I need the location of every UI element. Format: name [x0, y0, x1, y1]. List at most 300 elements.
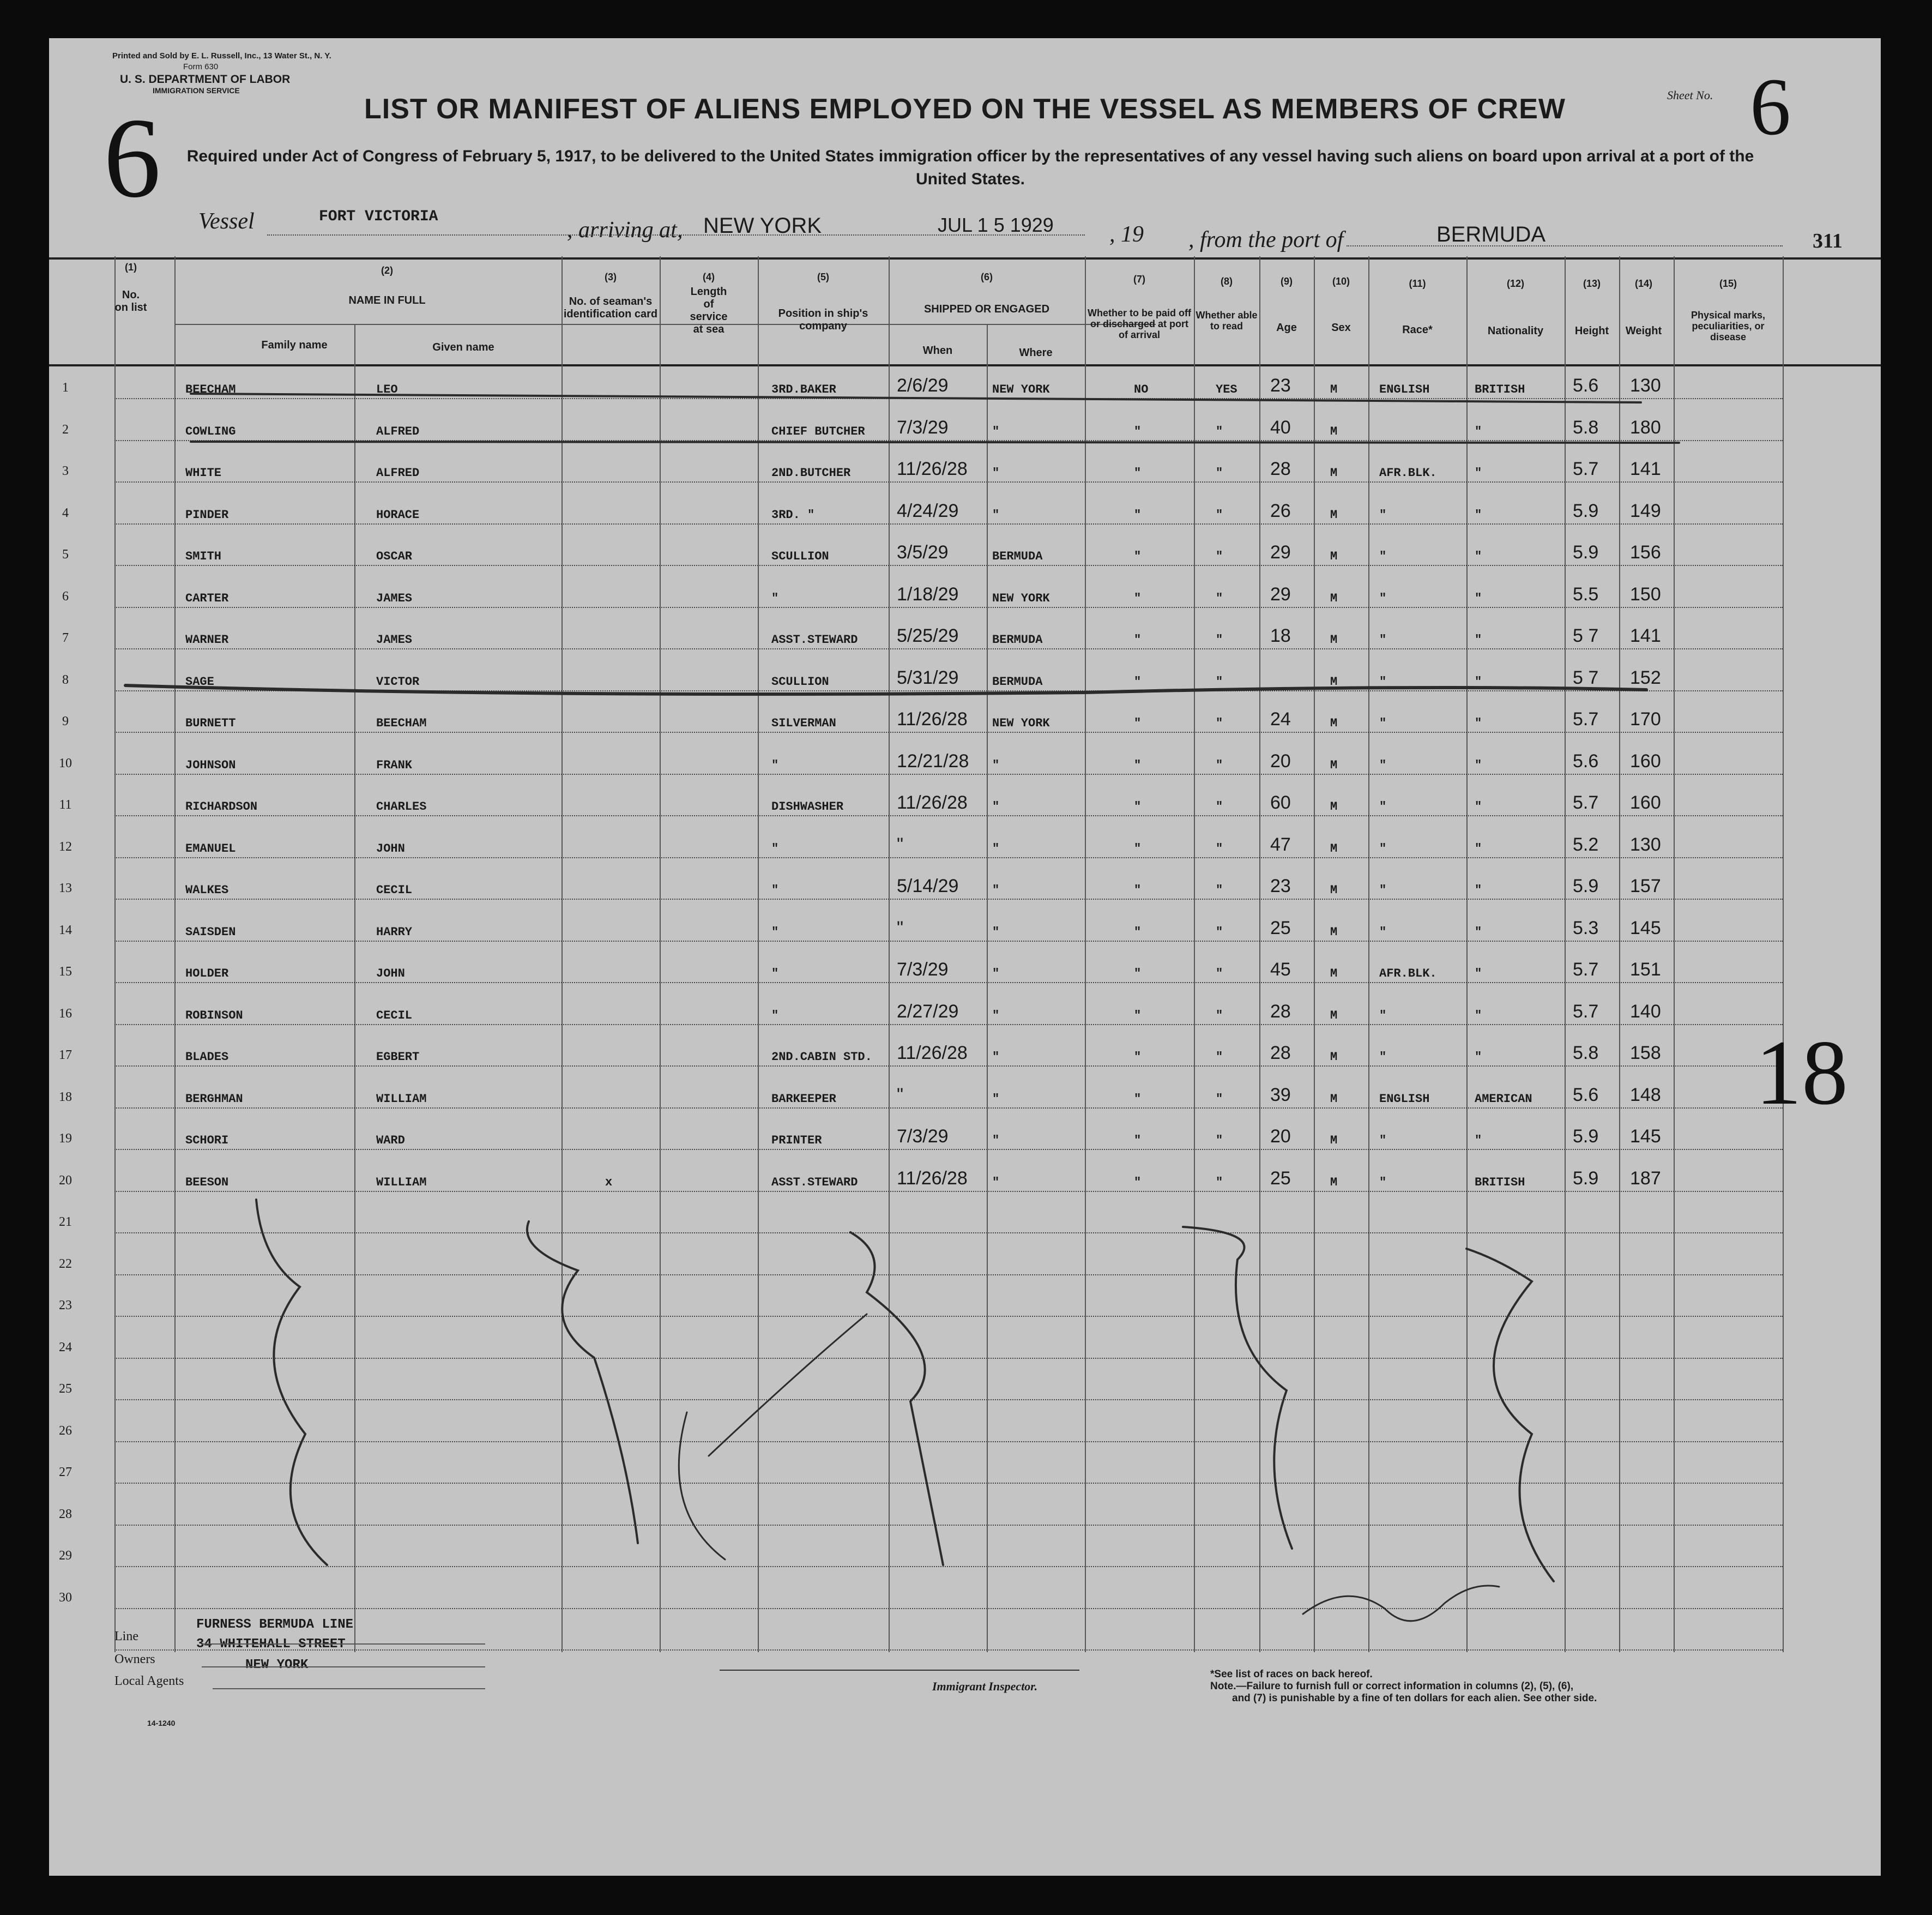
manifest-sheet: [49, 38, 1881, 1876]
cell-family: PINDER: [185, 508, 229, 522]
cell-paid: ": [1134, 633, 1142, 647]
col3-header: No. of seaman's identification card: [563, 296, 658, 320]
cell-nat: ": [1475, 967, 1482, 980]
cell-age: 28: [1270, 1001, 1291, 1022]
cell-race: ENGLISH: [1379, 1092, 1430, 1106]
cell-race: ": [1379, 633, 1387, 647]
cell-nat: ": [1475, 466, 1482, 480]
cell-nat: ": [1475, 592, 1482, 605]
cell-given: ALFRED: [376, 425, 420, 438]
cell-read: YES: [1216, 383, 1237, 396]
cell-read: ": [1216, 592, 1223, 605]
cell-family: SMITH: [185, 550, 222, 563]
cell-weight: 187: [1630, 1168, 1661, 1189]
cell-read: ": [1216, 550, 1223, 563]
col9-number: (9): [1281, 276, 1293, 287]
cell-where: ": [992, 758, 1000, 772]
cell-when: 1/18/29: [897, 584, 959, 605]
cell-family: ROBINSON: [185, 1009, 243, 1022]
cell-read: ": [1216, 425, 1223, 438]
cell-given: JOHN: [376, 842, 405, 856]
cell-age: 20: [1270, 1126, 1291, 1147]
cell-height: 5.6: [1573, 751, 1599, 772]
cell-paid: ": [1134, 1134, 1142, 1147]
cell-nat: ": [1475, 716, 1482, 730]
cell-given: ALFRED: [376, 466, 420, 480]
row-number: 13: [59, 881, 72, 895]
cell-position: SCULLION: [771, 550, 829, 563]
cell-where: ": [992, 967, 1000, 980]
cell-read: ": [1216, 716, 1223, 730]
cell-height: 5.9: [1573, 1126, 1599, 1147]
cell-weight: 156: [1630, 542, 1661, 563]
cell-read: ": [1216, 1134, 1223, 1147]
cell-race: ": [1379, 592, 1387, 605]
cell-when: 4/24/29: [897, 501, 959, 521]
cell-when: 2/6/29: [897, 375, 949, 396]
from-port-label: , from the port of: [1188, 227, 1344, 252]
row-number: 30: [59, 1591, 72, 1605]
row-number: 6: [62, 589, 69, 604]
cell-family: WARNER: [185, 633, 229, 647]
cell-race: ENGLISH: [1379, 383, 1430, 396]
cell-paid: ": [1134, 883, 1142, 897]
footer-line-value: FURNESS BERMUDA LINE: [196, 1617, 354, 1632]
cell-where: ": [992, 425, 1000, 438]
cell-position: ": [771, 758, 779, 772]
cell-paid: ": [1134, 842, 1142, 856]
cell-family: HOLDER: [185, 967, 229, 980]
brace-family: [256, 1200, 327, 1565]
cell-nat: BRITISH: [1475, 1176, 1525, 1189]
row-number: 9: [62, 714, 69, 728]
cell-read: ": [1216, 466, 1223, 480]
cell-sex: M: [1330, 383, 1338, 396]
cell-age: 40: [1270, 417, 1291, 438]
cell-position: ": [771, 967, 779, 980]
col5-header: Position in ship's company: [778, 308, 868, 332]
cell-nat: ": [1475, 758, 1482, 772]
cell-position: BARKEEPER: [771, 1092, 836, 1106]
cell-given: WILLIAM: [376, 1092, 427, 1106]
cell-nat: ": [1475, 550, 1482, 563]
cell-race: ": [1379, 800, 1387, 814]
cell-race: ": [1379, 1176, 1387, 1189]
cell-sex: M: [1330, 466, 1338, 480]
cell-height: 5.2: [1573, 834, 1599, 855]
cell-weight: 160: [1630, 751, 1661, 772]
cell-age: 45: [1270, 959, 1291, 980]
cell-read: ": [1216, 842, 1223, 856]
cell-nat: ": [1475, 800, 1482, 814]
cell-age: 24: [1270, 709, 1291, 730]
row-number: 23: [59, 1298, 72, 1312]
col6-header: SHIPPED OR ENGAGED: [923, 303, 1050, 315]
cell-sex: M: [1330, 758, 1338, 772]
col10-number: (10): [1332, 276, 1350, 287]
row-number: 25: [59, 1382, 72, 1396]
cell-read: ": [1216, 883, 1223, 897]
col2-family-header: Family name: [261, 339, 328, 351]
cell-weight: 140: [1630, 1001, 1661, 1022]
cell-height: 5.8: [1573, 1043, 1599, 1063]
cell-position: ASST.STEWARD: [771, 633, 858, 647]
cell-given: LEO: [376, 383, 398, 396]
cell-race: ": [1379, 758, 1387, 772]
cell-paid: ": [1134, 1050, 1142, 1064]
from-port: BERMUDA: [1436, 222, 1546, 246]
cell-when: 7/3/29: [897, 959, 949, 980]
cell-age: 23: [1270, 876, 1291, 896]
col15-number: (15): [1719, 278, 1737, 289]
row-number: 12: [59, 840, 72, 854]
cell-weight: 151: [1630, 959, 1661, 980]
cell-when: ": [897, 1085, 904, 1105]
cell-sex: M: [1330, 1134, 1338, 1147]
cell-sex: M: [1330, 800, 1338, 814]
cell-sex: M: [1330, 508, 1338, 522]
arriving-port: NEW YORK: [703, 214, 822, 238]
cell-family: CARTER: [185, 592, 229, 605]
cell-nat: BRITISH: [1475, 383, 1525, 396]
cell-age: 26: [1270, 501, 1291, 521]
col5-number: (5): [817, 272, 829, 282]
cell-height: 5.3: [1573, 918, 1599, 938]
cell-given: CECIL: [376, 883, 413, 897]
strike-row-2: [191, 442, 1679, 443]
row-number: 10: [59, 756, 72, 770]
cell-given: CECIL: [376, 1009, 413, 1022]
brace-nationality: [1466, 1249, 1554, 1581]
cell-weight: 141: [1630, 625, 1661, 646]
cell-weight: 130: [1630, 834, 1661, 855]
cell-paid: ": [1134, 592, 1142, 605]
cell-race: ": [1379, 925, 1387, 939]
cell-position: ": [771, 1009, 779, 1022]
cell-nat: ": [1475, 508, 1482, 522]
cell-family: WHITE: [185, 466, 222, 480]
col1-header: No. on list: [114, 289, 147, 314]
cell-weight: 157: [1630, 876, 1661, 896]
strike-row-1: [191, 394, 1641, 402]
row-number: 21: [59, 1215, 72, 1229]
cell-paid: ": [1134, 425, 1142, 438]
cell-position: 3RD.BAKER: [771, 383, 836, 396]
sheet-number: 6: [1750, 62, 1791, 152]
row-number: 16: [59, 1007, 72, 1021]
arriving-label: , arriving at,: [567, 218, 683, 243]
cell-race: ": [1379, 1009, 1387, 1022]
cell-paid: ": [1134, 466, 1142, 480]
form-code: 14-1240: [147, 1719, 176, 1727]
cell-read: ": [1216, 675, 1223, 689]
cell-given: JAMES: [376, 592, 413, 605]
cell-height: 5 7: [1573, 667, 1599, 688]
cell-where: ": [992, 800, 1000, 814]
cell-when: 7/3/29: [897, 1126, 949, 1147]
cell-height: 5.7: [1573, 709, 1599, 730]
footer-line-label: Line: [114, 1629, 138, 1643]
cell-height: 5.7: [1573, 459, 1599, 479]
cell-family: JOHNSON: [185, 758, 236, 772]
cell-where: ": [992, 1050, 1000, 1064]
cell-nat: ": [1475, 1009, 1482, 1022]
cell-age: 25: [1270, 918, 1291, 938]
cell-position: DISHWASHER: [771, 800, 844, 814]
cell-given: HARRY: [376, 925, 413, 939]
form-number: Form 630: [183, 62, 219, 71]
cell-sex: M: [1330, 842, 1338, 856]
cell-sex: M: [1330, 1176, 1338, 1189]
cell-read: ": [1216, 800, 1223, 814]
strike-row-8: [125, 685, 1646, 694]
date-stamp: JUL 1 5 1929: [938, 214, 1054, 236]
col12-header: Nationality: [1487, 325, 1544, 337]
cell-where: ": [992, 1176, 1000, 1189]
row-number: 20: [59, 1173, 72, 1188]
row-number: 22: [59, 1257, 72, 1271]
pencil-marks-overlay: [49, 38, 1881, 1876]
cell-race: ": [1379, 716, 1387, 730]
row-number: 15: [59, 965, 72, 979]
penalty-note-2: and (7) is punishable by a fine of ten dollars for each alien. See other side.: [1232, 1693, 1597, 1704]
row-number: 4: [62, 506, 69, 520]
col7-header: Whether to be paid off or discharged at port of arrival: [1088, 308, 1191, 340]
col14-number: (14): [1634, 278, 1652, 289]
col2-given-header: Given name: [432, 341, 494, 353]
cell-read: ": [1216, 967, 1223, 980]
cell-where: ": [992, 466, 1000, 480]
cell-sex: M: [1330, 883, 1338, 897]
row-number: 17: [59, 1048, 72, 1062]
cell-paid: ": [1134, 1009, 1142, 1022]
cell-age: 39: [1270, 1085, 1291, 1105]
row-number: 14: [59, 923, 72, 937]
row-number: 2: [62, 423, 69, 437]
cell-age: 23: [1270, 375, 1291, 396]
cell-paid: ": [1134, 1176, 1142, 1189]
row-number: 29: [59, 1549, 72, 1563]
cell-family: SAISDEN: [185, 925, 236, 939]
cell-when: 5/31/29: [897, 667, 959, 688]
col11-number: (11): [1409, 278, 1426, 289]
cell-given: HORACE: [376, 508, 420, 522]
cell-height: 5 7: [1573, 625, 1599, 646]
cell-family: BLADES: [185, 1050, 229, 1064]
cell-race: ": [1379, 1134, 1387, 1147]
cell-paid: ": [1134, 675, 1142, 689]
cell-sex: M: [1330, 633, 1338, 647]
cell-age: 29: [1270, 542, 1291, 563]
cell-weight: 170: [1630, 709, 1661, 730]
cell-age: 18: [1270, 625, 1291, 646]
races-note: *See list of races on back hereof.: [1210, 1669, 1373, 1680]
col4-number: (4): [703, 272, 715, 282]
cell-when: 11/26/28: [897, 1043, 968, 1063]
cell-read: ": [1216, 1050, 1223, 1064]
row-number: 26: [59, 1424, 72, 1438]
cell-given: OSCAR: [376, 550, 413, 563]
cell-race: AFR.BLK.: [1379, 466, 1437, 480]
cell-when: 7/3/29: [897, 417, 949, 438]
initials-scribble: [1303, 1586, 1499, 1621]
cell-age: 47: [1270, 834, 1291, 855]
cell-given: VICTOR: [376, 675, 420, 689]
cell-where: ": [992, 508, 1000, 522]
cell-family: WALKES: [185, 883, 229, 897]
cell-sex: M: [1330, 1009, 1338, 1022]
handwritten-margin-number: 6: [104, 95, 161, 221]
cell-when: ": [897, 918, 904, 938]
row-number: 8: [62, 673, 69, 687]
cell-given: EGBERT: [376, 1050, 420, 1064]
col13-number: (13): [1583, 278, 1601, 289]
cell-when: 11/26/28: [897, 459, 968, 479]
cell-weight: 180: [1630, 417, 1661, 438]
cell-position: PRINTER: [771, 1134, 822, 1147]
cell-read: ": [1216, 508, 1223, 522]
cell-sex: M: [1330, 550, 1338, 563]
col10-header: Sex: [1331, 322, 1351, 334]
col14-header: Weight: [1625, 325, 1662, 337]
cell-nat: ": [1475, 425, 1482, 438]
signature-scribble: [679, 1314, 867, 1559]
cell-paid: ": [1134, 1092, 1142, 1106]
cell-when: 12/21/28: [897, 751, 969, 772]
cell-paid: ": [1134, 967, 1142, 980]
brace-read: [1183, 1227, 1292, 1549]
row-number: 7: [62, 631, 69, 645]
cell-weight: 152: [1630, 667, 1661, 688]
cell-race: ": [1379, 675, 1387, 689]
cell-position: ": [771, 925, 779, 939]
col9-header: Age: [1276, 322, 1297, 334]
cell-where: BERMUDA: [992, 675, 1043, 689]
cell-position: 2ND.CABIN STD.: [771, 1050, 872, 1064]
cell-weight: 160: [1630, 792, 1661, 813]
col7-number: (7): [1133, 274, 1145, 285]
cell-position: 2ND.BUTCHER: [771, 466, 851, 480]
cell-weight: 158: [1630, 1043, 1661, 1063]
cell-family: BEESON: [185, 1176, 229, 1189]
cell-height: 5.9: [1573, 501, 1599, 521]
cell-height: 5.6: [1573, 1085, 1599, 1105]
service-name: IMMIGRATION SERVICE: [153, 86, 240, 95]
col6-when-header: When: [922, 345, 953, 357]
cell-position: 3RD. ": [771, 508, 815, 522]
cell-paid: ": [1134, 800, 1142, 814]
cell-weight: 130: [1630, 375, 1661, 396]
cell-sex: M: [1330, 716, 1338, 730]
cell-paid: ": [1134, 925, 1142, 939]
cell-age: 28: [1270, 1043, 1291, 1063]
col8-number: (8): [1221, 276, 1233, 287]
cell-read: ": [1216, 925, 1223, 939]
col6-number: (6): [981, 272, 993, 282]
cell-race: ": [1379, 1050, 1387, 1064]
cell-nat: ": [1475, 883, 1482, 897]
cell-when: 2/27/29: [897, 1001, 959, 1022]
cell-family: RICHARDSON: [185, 800, 258, 814]
cell-when: 3/5/29: [897, 542, 949, 563]
cell-nat: ": [1475, 675, 1482, 689]
cell-given: FRANK: [376, 758, 413, 772]
cell-where: NEW YORK: [992, 383, 1050, 396]
cell-age: 20: [1270, 751, 1291, 772]
cell-where: ": [992, 1134, 1000, 1147]
cell-where: ": [992, 1009, 1000, 1022]
cell-where: ": [992, 925, 1000, 939]
cell-position: CHIEF BUTCHER: [771, 425, 865, 438]
cell-age: 60: [1270, 792, 1291, 813]
cell-family: EMANUEL: [185, 842, 236, 856]
cell-given: BEECHAM: [376, 716, 427, 730]
cell-given: CHARLES: [376, 800, 427, 814]
row-number: 1: [62, 381, 69, 395]
col8-header: Whether able to read: [1196, 310, 1258, 332]
cell-weight: 148: [1630, 1085, 1661, 1105]
footer-agents-value: NEW YORK: [245, 1658, 309, 1672]
cell-read: ": [1216, 633, 1223, 647]
cell-paid: ": [1134, 550, 1142, 563]
cell-paid: ": [1134, 716, 1142, 730]
cell-race: AFR.BLK.: [1379, 967, 1437, 980]
col2-number: (2): [381, 265, 393, 276]
page-title: LIST OR MANIFEST OF ALIENS EMPLOYED ON THE VESSEL AS MEMBERS OF CREW: [364, 93, 1566, 125]
cell-given: WILLIAM: [376, 1176, 427, 1189]
cell-when: 11/26/28: [897, 709, 968, 730]
row-number: 5: [62, 547, 69, 562]
cell-family: BURNETT: [185, 716, 236, 730]
cell-where: ": [992, 883, 1000, 897]
cell-when: 5/25/29: [897, 625, 959, 646]
cell-sex: M: [1330, 425, 1338, 438]
footer-owners-value: 34 WHITEHALL STREET: [196, 1637, 346, 1652]
cell-age: 25: [1270, 1168, 1291, 1189]
cell-height: 5.7: [1573, 792, 1599, 813]
cell-sex: M: [1330, 925, 1338, 939]
cell-nat: AMERICAN: [1475, 1092, 1532, 1106]
list-number: 311: [1813, 230, 1843, 252]
brace-when: [850, 1232, 943, 1565]
cell-given: JOHN: [376, 967, 405, 980]
cell-read: ": [1216, 1176, 1223, 1189]
penalty-note-1: Note.—Failure to furnish full or correct information in columns (2), (5), (6),: [1210, 1681, 1574, 1692]
cell-sex: M: [1330, 1050, 1338, 1064]
cell-sex: M: [1330, 592, 1338, 605]
row-number: 18: [59, 1090, 72, 1104]
cell-family: BERGHMAN: [185, 1092, 243, 1106]
cell-read: ": [1216, 1092, 1223, 1106]
cell-height: 5.9: [1573, 1168, 1599, 1189]
cell-where: NEW YORK: [992, 592, 1050, 605]
printer-credit: Printed and Sold by E. L. Russell, Inc., 13 Water St., N. Y.: [112, 51, 331, 61]
vessel-label: Vessel: [198, 209, 255, 234]
cell-height: 5.6: [1573, 375, 1599, 396]
row-number: 27: [59, 1465, 72, 1479]
cell-where: BERMUDA: [992, 633, 1043, 647]
brace-card: [527, 1221, 638, 1543]
cell-paid: ": [1134, 758, 1142, 772]
cell-weight: 145: [1630, 918, 1661, 938]
cell-position: ": [771, 592, 779, 605]
row-number: 3: [62, 464, 69, 478]
cell-where: ": [992, 1092, 1000, 1106]
cell-position: ASST.STEWARD: [771, 1176, 858, 1189]
cell-race: ": [1379, 883, 1387, 897]
cell-sex: M: [1330, 1092, 1338, 1106]
year-label: , 19: [1109, 222, 1144, 247]
